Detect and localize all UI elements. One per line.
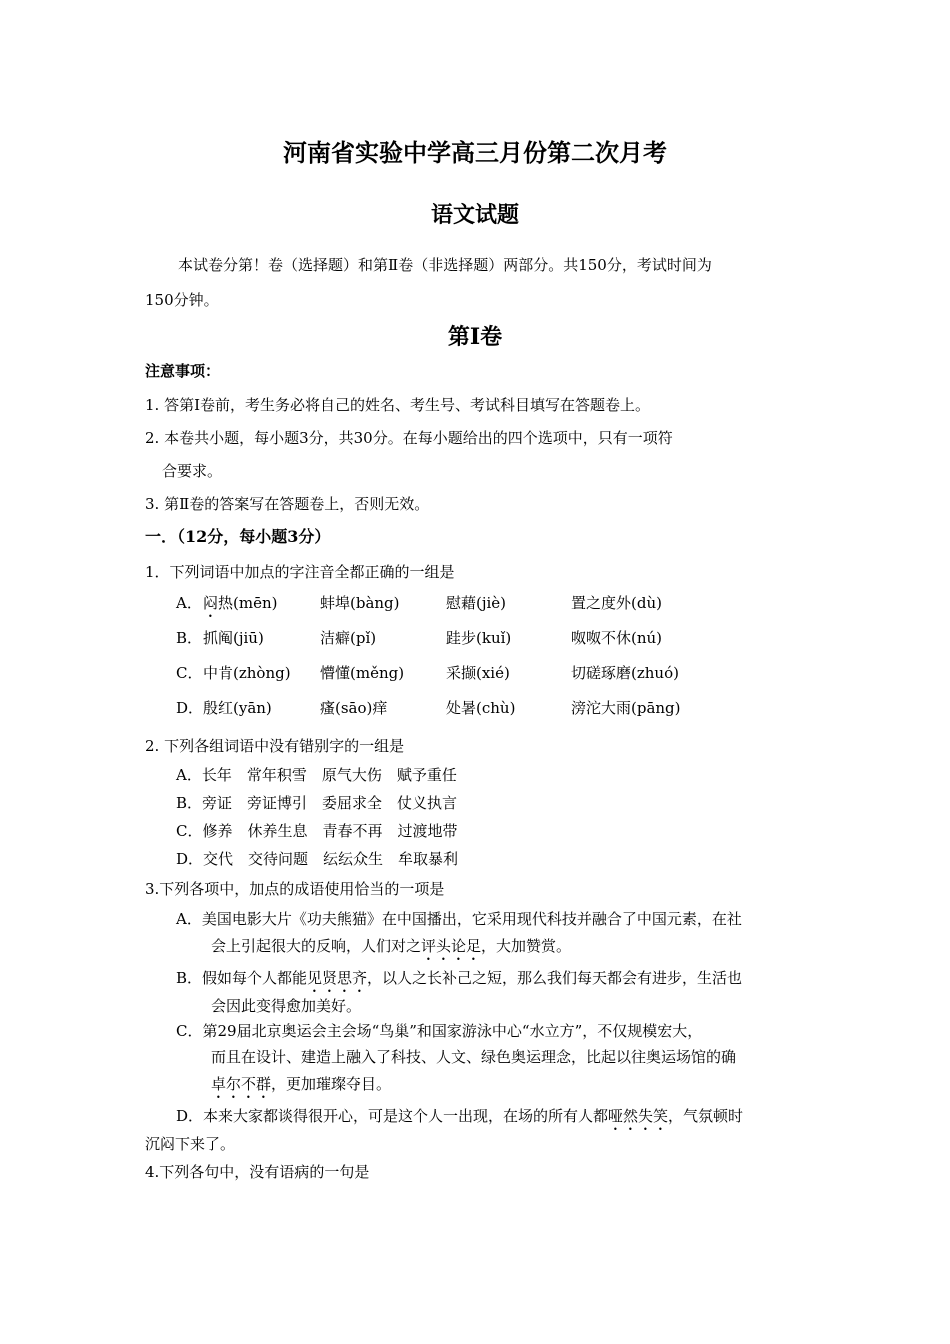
q1-option-d-2: 瘙(sāo)痒 xyxy=(320,699,388,717)
q3-option-c-line-1: C．第29届北京奥运会主会场“鸟巢”和国家游泳中心“水立方”，不仅规模宏大， xyxy=(176,1022,703,1040)
q3-option-b-line-2: 会因此变得愈加美好。 xyxy=(211,997,362,1015)
page-title: 河南省实验中学高三月份第二次月考 xyxy=(283,138,667,167)
q3-stem: 3.下列各项中，加点的成语使用恰当的一项是 xyxy=(145,880,445,898)
q1-option-d-label: D． xyxy=(176,699,204,717)
page-subtitle: 语文试题 xyxy=(430,202,519,228)
q1-option-c-2: 懵懂(měng) xyxy=(320,664,405,682)
q1-option-b-2: 洁癖(pǐ) xyxy=(320,629,377,647)
notes-heading: 注意事项： xyxy=(145,362,221,380)
q3-option-d-line-1: D．本来大家都谈得很开心，可是这个人一出现，在场的所有人都哑然失笑，气氛顿时 xyxy=(176,1107,744,1125)
q1-option-b-4: 呶呶不休(nú) xyxy=(571,629,663,647)
q1-option-d-3: 处暑(chù) xyxy=(446,699,516,717)
intro-line-1: 本试卷分第！卷（选择题）和第Ⅱ卷（非选择题）两部分。共150分，考试时间为 xyxy=(178,256,712,274)
q3-option-c-line-3: 卓尔不群，更加璀璨夺目。 xyxy=(211,1075,392,1093)
q2-option-b: B．旁证 旁证博引 委屈求全 仗义执言 xyxy=(176,794,458,812)
section-heading: 一．（12分，每小题3分） xyxy=(145,527,331,546)
q1-option-d-4: 滂沱大雨(pāng) xyxy=(571,699,681,717)
q2-stem: 2. 下列各组词语中没有错别字的一组是 xyxy=(145,737,405,755)
q1-option-d-1: 殷红(yān) xyxy=(203,699,272,717)
q2-option-c: C．修养 休养生息 青春不再 过渡地带 xyxy=(176,822,458,840)
q1-option-a-1: 闷热(mēn) xyxy=(203,594,278,612)
q3-option-c-line-2: 而且在设计、建造上融入了科技、人文、绿色奥运理念，比起以往奥运场馆的确 xyxy=(211,1048,737,1066)
q1-option-b-1: 抓阄(jiū) xyxy=(203,629,264,647)
q3-option-c-idiom: 卓尔不群 xyxy=(211,1075,272,1093)
q1-option-b-label: B． xyxy=(176,629,203,647)
q3-option-a-line-2: 会上引起很大的反响，人们对之评头论足，大加赞赏。 xyxy=(211,937,572,955)
note-2: 2. 本卷共小题，每小题3分，共30分。在每小题给出的四个选项中，只有一项符 xyxy=(145,429,673,447)
q1-stem: 1．下列词语中加点的字注音全都正确的一组是 xyxy=(145,563,455,581)
q1-option-c-1: 中肯(zhòng) xyxy=(203,664,291,682)
q4-stem: 4.下列各句中，没有语病的一句是 xyxy=(145,1163,370,1181)
note-1: 1. 答第Ⅰ卷前，考生务必将自己的姓名、考生号、考试科目填写在答题卷上。 xyxy=(145,396,651,414)
q1-option-a-4: 置之度外(dù) xyxy=(571,594,662,612)
q1-option-c-3: 采撷(xié) xyxy=(446,664,510,682)
q3-option-b-idiom: 见贤思齐 xyxy=(307,969,368,987)
q3-option-d-idiom: 哑然失笑 xyxy=(608,1107,669,1125)
q3-option-b-line-1: B．假如每个人都能见贤思齐，以人之长补己之短，那么我们每天都会有进步，生活也 xyxy=(176,969,743,987)
q2-option-a: A．长年 常年积雪 原气大伤 赋予重任 xyxy=(176,766,457,784)
q1-option-a-3: 慰藉(jiè) xyxy=(446,594,507,612)
q1-option-c-4: 切磋琢磨(zhuó) xyxy=(571,664,679,682)
q1-option-a-2: 蚌埠(bàng) xyxy=(320,594,400,612)
q1-option-a-label: A． xyxy=(176,594,202,612)
part-heading: 第Ⅰ卷 xyxy=(447,324,503,350)
note-2-cont: 合要求。 xyxy=(162,462,223,480)
q2-option-d: D．交代 交待问题 纭纭众生 牟取暴利 xyxy=(176,850,459,868)
q3-option-d-line-2: 沉闷下来了。 xyxy=(145,1135,236,1153)
intro-line-2: 150分钟。 xyxy=(145,291,219,309)
q1-option-c-label: C． xyxy=(176,664,203,682)
q3-option-a-line-1: A．美国电影大片《功夫熊猫》在中国播出，它采用现代科技并融合了中国元素，在社 xyxy=(176,910,742,928)
q3-option-a-idiom: 评头论足 xyxy=(421,937,482,955)
note-3: 3. 第Ⅱ卷的答案写在答题卷上，否则无效。 xyxy=(145,495,430,513)
q1-option-b-3: 跬步(kuǐ) xyxy=(446,629,512,647)
